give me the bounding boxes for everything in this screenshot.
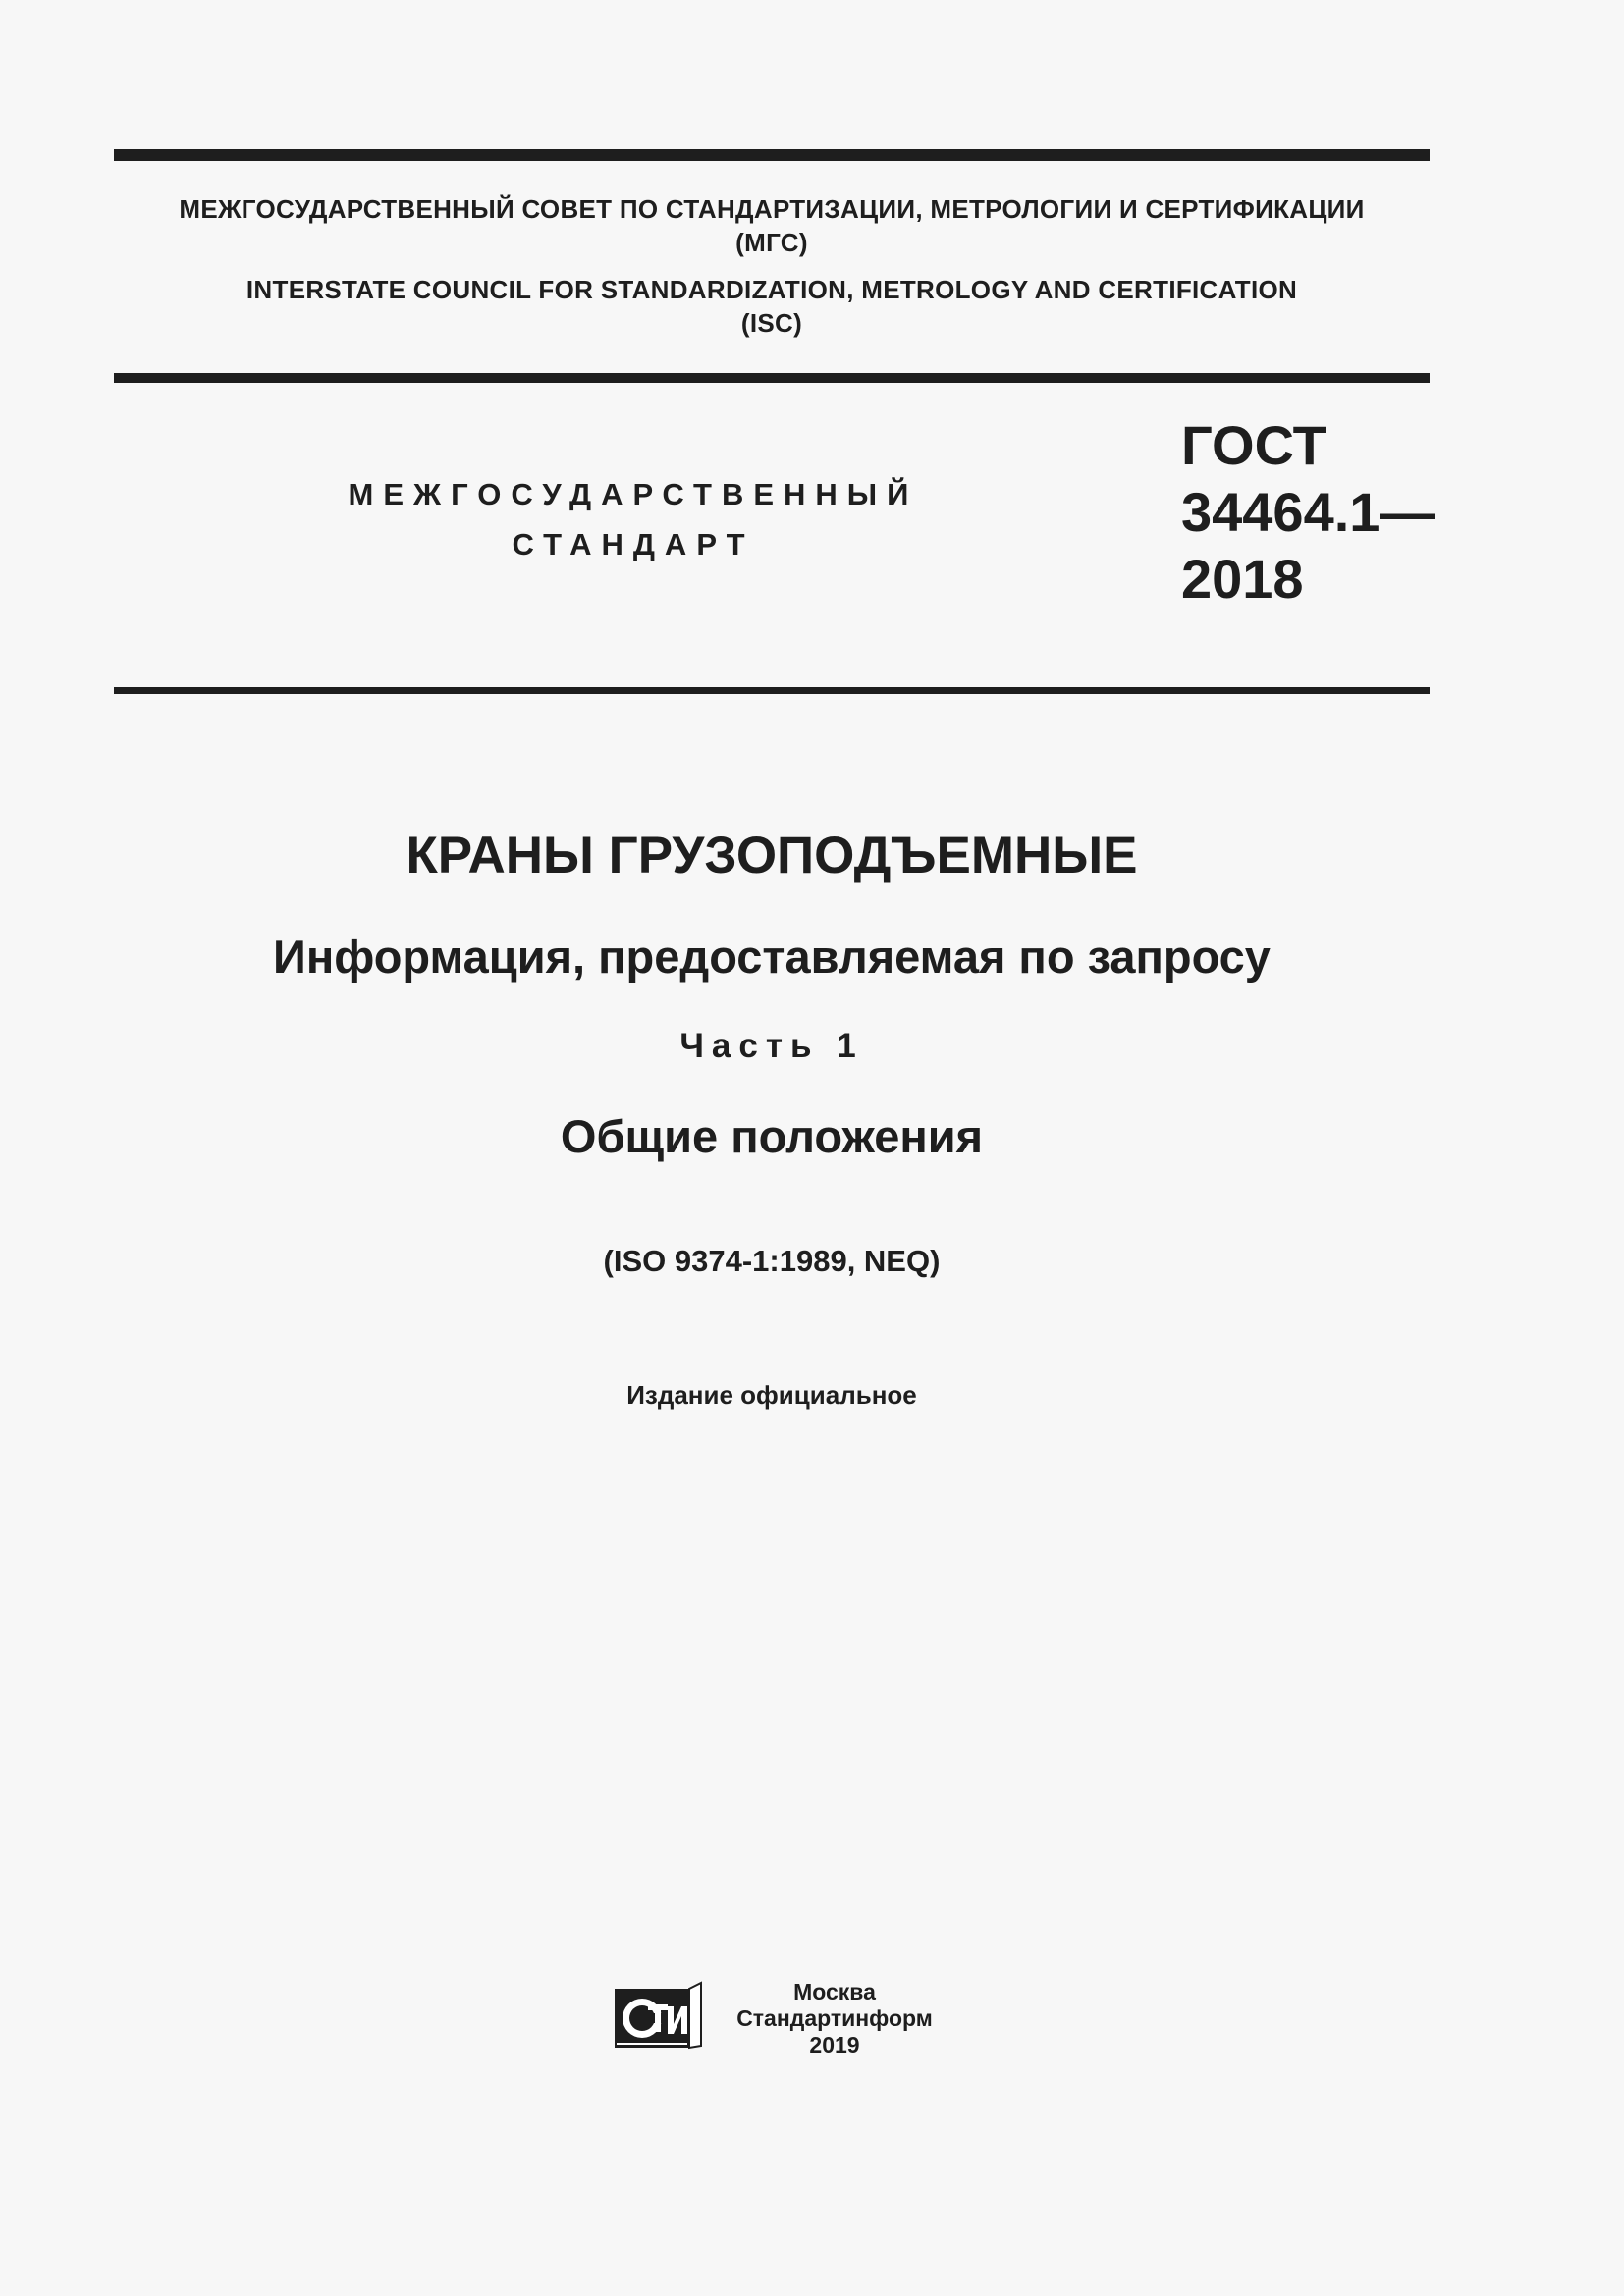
top-rule [114, 149, 1430, 161]
standartinform-logo-icon [613, 1981, 703, 2052]
designation-line2: 34464.1— [1181, 481, 1435, 543]
part-title: Общие положения [560, 1110, 984, 1162]
iso-reference: (ISO 9374-1:1989, NEQ) [603, 1244, 941, 1278]
standard-kind-line1: МЕЖГОСУДАРСТВЕННЫЙ [348, 477, 919, 511]
publication-year: 2019 [809, 2032, 860, 2057]
council-ru-name: МЕЖГОСУДАРСТВЕННЫЙ СОВЕТ ПО СТАНДАРТИЗАЦИИ, МЕТРОЛОГИИ И СЕРТИФИКАЦИИ [179, 194, 1365, 224]
council-header [114, 192, 1430, 340]
part-number: Часть 1 [679, 1027, 864, 1065]
middle-rule [114, 373, 1430, 383]
standard-kind-line2: СТАНДАРТ [512, 527, 755, 561]
designation-line3: 2018 [1181, 548, 1304, 610]
council-en-name: INTERSTATE COUNCIL FOR STANDARDIZATION, METROLOGY AND CERTIFICATION [245, 275, 1298, 304]
publisher-city: Москва [793, 1979, 876, 2004]
lower-rule [114, 687, 1430, 694]
designation-line1: ГОСТ [1181, 414, 1326, 476]
standard-kind [295, 469, 972, 569]
subtitle: Информация, предоставляемая по запросу [273, 931, 1271, 983]
edition-label: Издание официальное [626, 1380, 917, 1410]
standard-designation [1181, 412, 1435, 613]
council-ru-abbr: (МГС) [735, 228, 808, 257]
main-title: КРАНЫ ГРУЗОПОДЪЕМНЫЕ [406, 827, 1138, 884]
council-en-abbr: (ISC) [740, 308, 803, 338]
publisher-block [727, 1979, 943, 2058]
publisher-name: Стандартинформ [736, 2005, 933, 2031]
